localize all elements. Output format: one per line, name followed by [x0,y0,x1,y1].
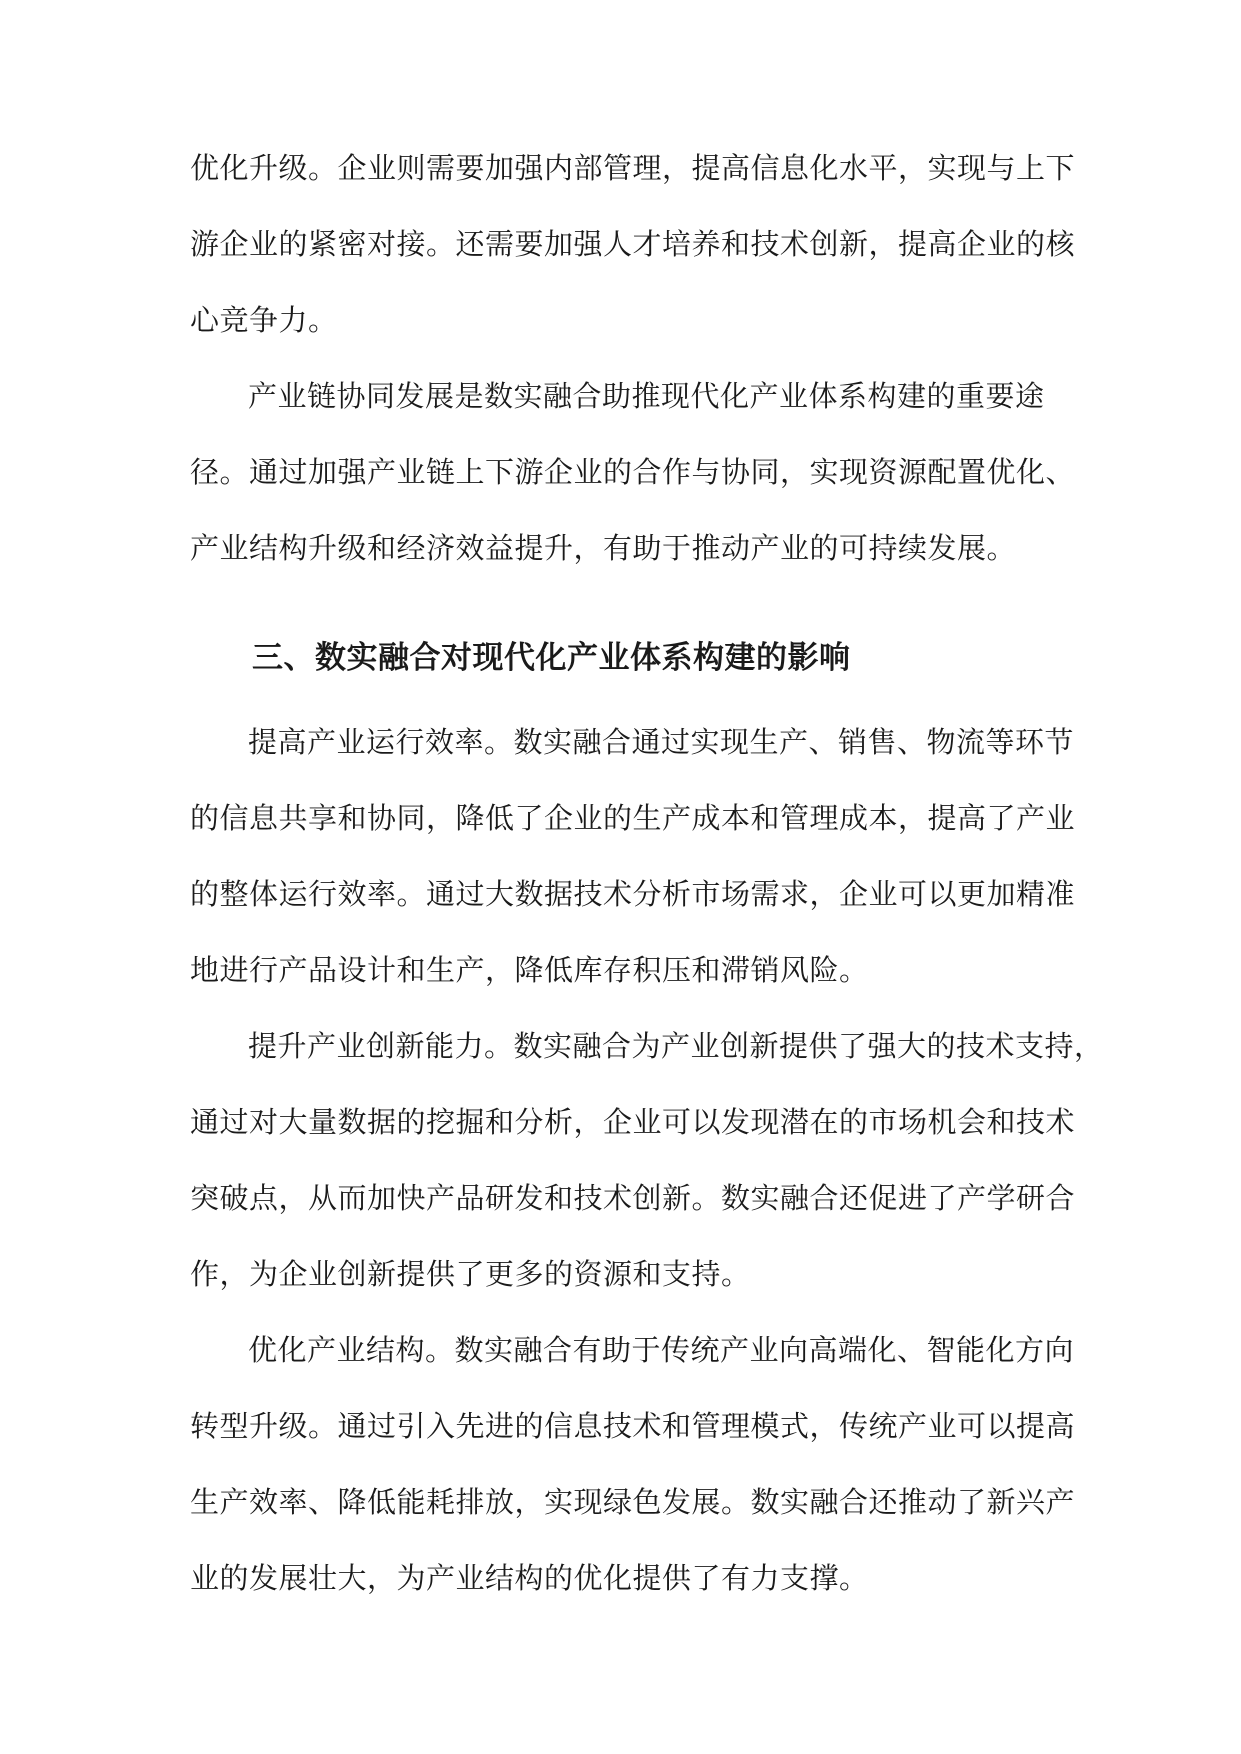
paragraph-line: 提高产业运行效率。数实融合通过实现生产、销售、物流等环节 [248,725,1075,759]
paragraph-line: 的整体运行效率。通过大数据技术分析市场需求，企业可以更加精准 [190,877,1076,911]
paragraph-line: 产业结构升级和经济效益提升，有助于推动产业的可持续发展。 [190,531,1017,565]
paragraph-line: 生产效率、降低能耗排放，实现绿色发展。数实融合还推动了新兴产 [190,1485,1076,1519]
paragraph-line: 突破点，从而加快产品研发和技术创新。数实融合还促进了产学研合 [190,1181,1076,1215]
paragraph-line: 心竞争力。 [190,303,338,337]
paragraph-line: 业的发展壮大，为产业结构的优化提供了有力支撑。 [190,1561,869,1595]
paragraph-line: 优化升级。企业则需要加强内部管理，提高信息化水平，实现与上下 [190,151,1076,185]
paragraph-line: 产业链协同发展是数实融合助推现代化产业体系构建的重要途 [248,379,1045,413]
paragraph-line: 提升产业创新能力。数实融合为产业创新提供了强大的技术支持， [248,1029,1104,1063]
paragraph-line: 游企业的紧密对接。还需要加强人才培养和技术创新，提高企业的核 [190,227,1076,261]
paragraph-line: 地进行产品设计和生产，降低库存积压和滞销风险。 [190,953,869,987]
paragraph-line: 通过对大量数据的挖掘和分析，企业可以发现潜在的市场机会和技术 [190,1105,1076,1139]
paragraph-line: 的信息共享和协同，降低了企业的生产成本和管理成本，提高了产业 [190,801,1076,835]
paragraph-line: 作，为企业创新提供了更多的资源和支持。 [190,1257,751,1291]
paragraph-line: 径。通过加强产业链上下游企业的合作与协同，实现资源配置优化、 [190,455,1076,489]
section-heading: 三、数实融合对现代化产业体系构建的影响 [252,640,851,676]
paragraph-line: 转型升级。通过引入先进的信息技术和管理模式，传统产业可以提高 [190,1409,1076,1443]
paragraph-line: 优化产业结构。数实融合有助于传统产业向高端化、智能化方向 [248,1333,1075,1367]
